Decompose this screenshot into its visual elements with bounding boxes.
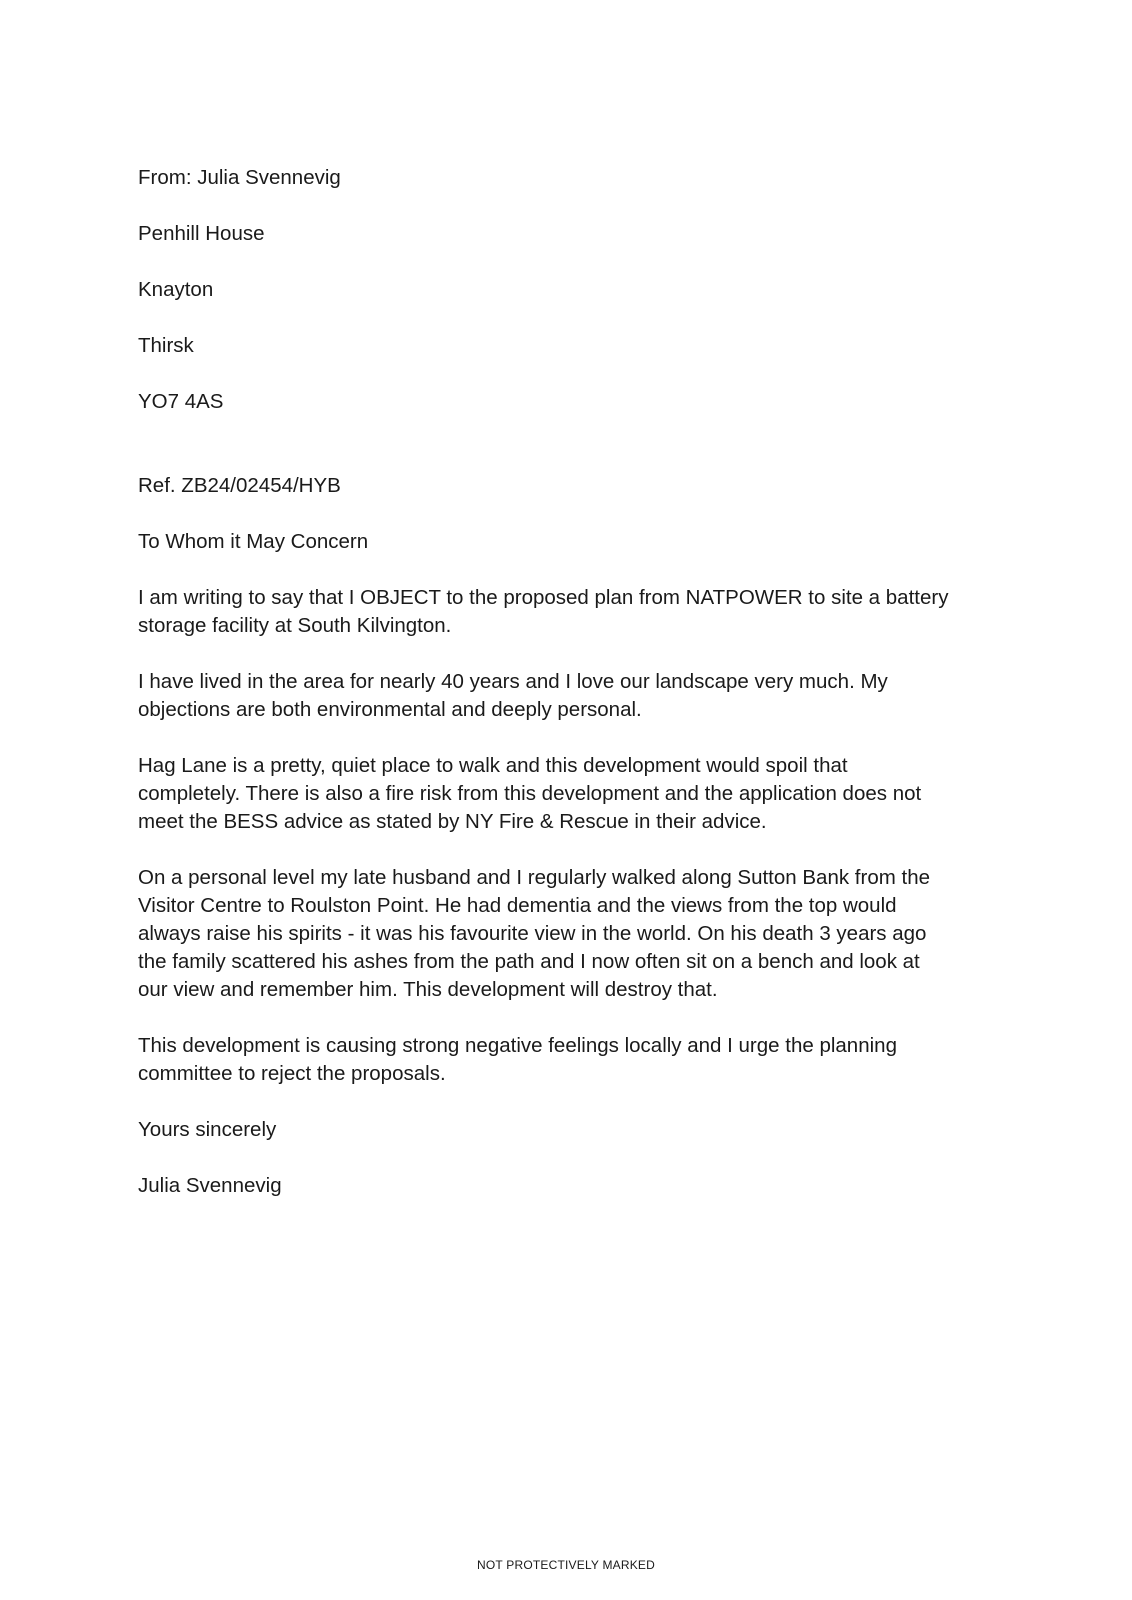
- address-line-house: Penhill House: [138, 222, 265, 245]
- paragraph-hag-lane: Hag Lane is a pretty, quiet place to walk and this development would spoil that completely. There is also a fire risk from this development and the application does not meet the BESS advice as stated by NY Fire & Rescue in their advice.: [138, 754, 922, 833]
- reference-number: Ref. ZB24/02454/HYB: [138, 474, 341, 497]
- address-line-town: Thirsk: [138, 334, 194, 357]
- sender-from-line: From: Julia Svennevig: [138, 166, 341, 189]
- paragraph-residence: I have lived in the area for nearly 40 years and I love our landscape very much. My objections are both environmental and deeply personal.: [138, 670, 888, 721]
- closing: Yours sincerely: [138, 1118, 277, 1141]
- paragraph-conclusion: This development is causing strong negative feelings locally and I urge the planning committee to reject the proposals.: [138, 1034, 897, 1085]
- paragraph-personal: On a personal level my late husband and I regularly walked along Sutton Bank from the Visitor Centre to Roulston Point. He had dementia and the views from the top would always raise his spirits - it was his favourite view in the world. On his death 3 years ago the family scattered his ashes from the path and I now often sit on a bench and look at our view and remember him. This development will destroy that.: [138, 866, 930, 1001]
- address-line-postcode: YO7 4AS: [138, 390, 224, 413]
- signature-name: Julia Svennevig: [138, 1174, 282, 1197]
- paragraph-objection: I am writing to say that I OBJECT to the proposed plan from NATPOWER to site a battery storage facility at South Kilvington.: [138, 586, 949, 637]
- letter-body: [138, 136, 1008, 1228]
- protective-marking-footer: NOT PROTECTIVELY MARKED: [477, 1558, 655, 1572]
- salutation: To Whom it May Concern: [138, 530, 369, 553]
- address-line-village: Knayton: [138, 278, 214, 301]
- sender-address: [138, 136, 1008, 444]
